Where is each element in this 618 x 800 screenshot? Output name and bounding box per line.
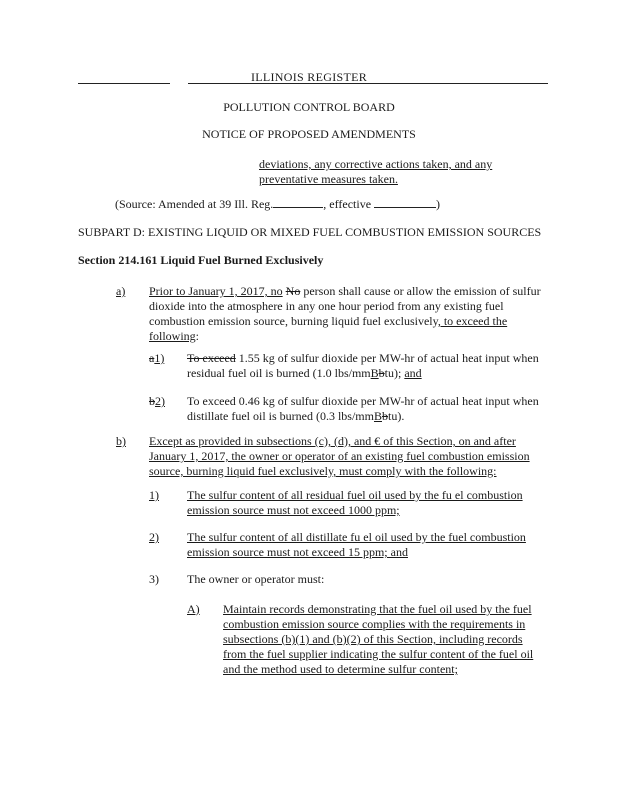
board-title: POLLUTION CONTROL BOARD — [223, 100, 395, 114]
para-a-colon: : — [195, 329, 200, 343]
source-blank-2 — [374, 197, 436, 208]
source-note — [115, 197, 535, 212]
para-a-exceed: , to exceed the — [437, 314, 508, 328]
para-b1-label: 1) — [149, 488, 159, 502]
source-blank-1 — [273, 197, 323, 208]
source-middle: , effective — [323, 197, 372, 211]
continued-text — [259, 157, 539, 187]
para-a-line2: dioxide into the atmosphere in any one hour period from any existing fuel — [149, 299, 504, 313]
source-suffix: ) — [436, 197, 441, 211]
para-b2: The sulfur content of all distillate fu el oil used by the fuel combustion emission source must not exceed 15 ppm; and — [187, 530, 526, 559]
continued-line-2: preventative measures taken. — [259, 172, 398, 186]
para-a2-label: b2) — [149, 394, 165, 408]
para-a1: To exceed 1.55 kg of sulfur dioxide per MW-hr of actual heat input when residual fuel oil is burned (1.0 lbs/mmBbtu); and — [187, 351, 539, 380]
para-a-label: a) — [116, 284, 126, 298]
para-b3: The owner or operator must: — [187, 572, 325, 586]
para-a1-text1: 1.55 kg of sulfur dioxide per MW-hr of actual heat input when — [235, 351, 539, 365]
para-b3A-label: A) — [187, 602, 200, 616]
para-b3-label: 3) — [149, 572, 159, 586]
para-a1-label: a1) — [149, 351, 165, 365]
para-a-line3: combustion emission source, burning liquid fuel exclusively — [149, 314, 438, 328]
para-a2: To exceed 0.46 kg of sulfur dioxide per MW-hr of actual heat input when distillate fuel oil is burned (0.3 lbs/mmBbtu). — [187, 394, 557, 424]
para-b1: The sulfur content of all residual fuel oil used by the fu el combustion emission source must not exceed 1000 ppm; — [187, 488, 523, 517]
para-b: Except as provided in subsections (c), (d), and € of this Section, on and after January 1, 2017, the owner or operator of an existing fuel combustion emission source, burning liquid fuel exclusively, must comply with the following: — [149, 434, 530, 478]
section-title: Section 214.161 Liquid Fuel Burned Exclusively — [78, 253, 324, 267]
continued-line-1: deviations, any corrective actions taken, and any — [259, 157, 493, 171]
para-a-following: following — [149, 329, 196, 343]
para-a — [149, 284, 549, 344]
para-b-label: b) — [116, 434, 126, 448]
para-a-struck: No — [285, 284, 301, 298]
register-title: ILLINOIS REGISTER — [250, 70, 368, 84]
notice-title: NOTICE OF PROPOSED AMENDMENTS — [202, 127, 416, 141]
para-b2-label: 2) — [149, 530, 159, 544]
subpart-title: SUBPART D: EXISTING LIQUID OR MIXED FUEL COMBUSTION EMISSION SOURCES — [78, 225, 542, 239]
para-b3A: Maintain records demonstrating that the fuel oil used by the fuel combustion emission source complies with the requirements in subsections (b)(1) and (b)(2) of this Section, including records from the fuel supplier indicating the sulfur content of the fuel oil and the method used to determine sulfur content; — [223, 602, 534, 676]
source-prefix: (Source: Amended at 39 Ill. Reg. — [115, 197, 274, 211]
para-a-rest1: person shall cause or allow the emission of sulfur — [300, 284, 541, 298]
para-a-prior: Prior to January 1, 2017, no — [149, 284, 283, 298]
para-a1-struck: To exceed — [187, 351, 236, 365]
para-a2-text1: To exceed 0.46 kg of sulfur dioxide per MW-hr of actual heat input when — [187, 394, 539, 408]
